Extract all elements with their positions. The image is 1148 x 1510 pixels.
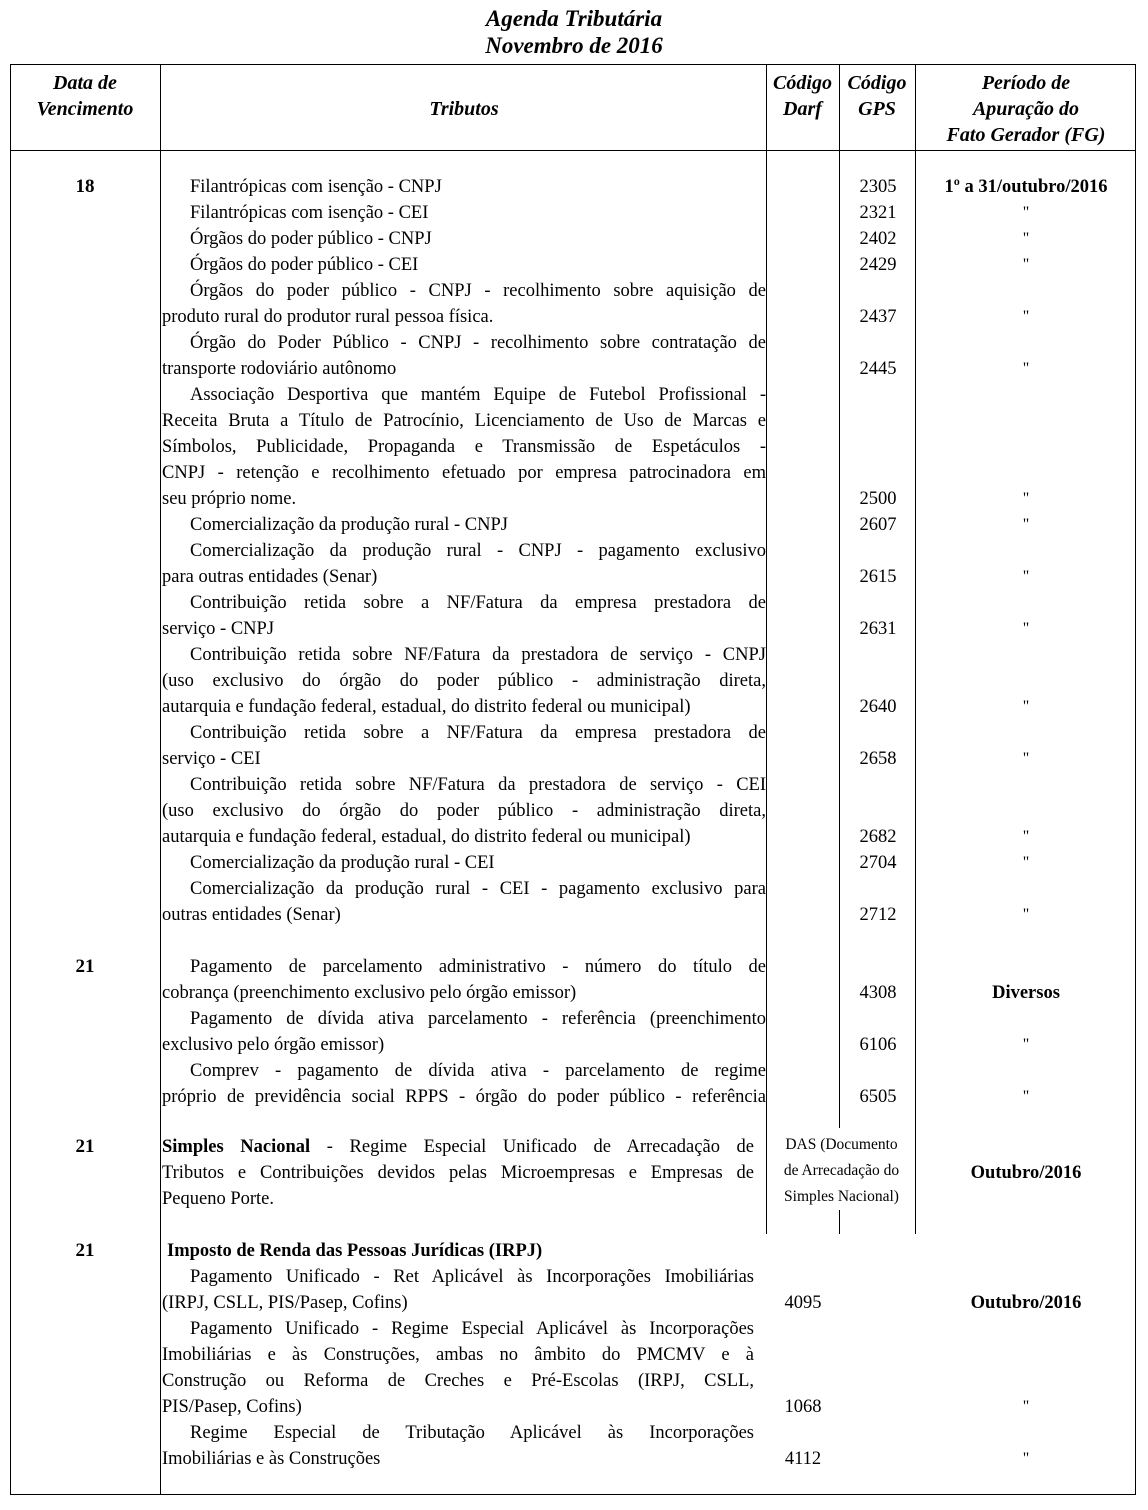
simples-text: - Regime Especial Unificado de Arrecadação de (310, 1137, 754, 1157)
irpj-heading: Imposto de Renda das Pessoas Jurídicas (IRPJ) (167, 1241, 543, 1261)
tributo-line: autarquia e fundação federal, estadual, do distrito federal ou municipal) (162, 697, 691, 717)
gps-code: 2437 (859, 307, 897, 327)
ditto-mark: " (1022, 516, 1030, 533)
gps-code: 2658 (859, 749, 897, 769)
tributo-line: Pagamento de parcelamento administrativo - número do título de (190, 957, 766, 977)
tributo-line: Comercialização da produção rural - CEI (190, 853, 495, 873)
header-periodo (916, 70, 1136, 148)
tributo-line: Associação Desportiva que mantém Equipe de Futebol Profissional - (190, 385, 766, 405)
tributo-line: (uso exclusivo do órgão do poder público - administração direta, (162, 801, 766, 821)
ditto-mark: " (1022, 308, 1030, 325)
tributo-line: Comercialização da produção rural - CNPJ - pagamento exclusivo (190, 541, 766, 561)
header-darf-line1: Código (773, 72, 832, 94)
gps-code: 2500 (859, 489, 897, 509)
tributo-line: Pagamento de dívida ativa parcelamento - referência (preenchimento (190, 1009, 766, 1029)
tributo-line: Contribuição retida sobre a NF/Fatura da empresa prestadora de (190, 593, 766, 613)
header-data-line1: Data de (53, 72, 117, 94)
ditto-mark: " (1022, 1088, 1030, 1105)
tributo-line: exclusivo pelo órgão emissor) (162, 1035, 385, 1055)
tributo-line: Filantrópicas com isenção - CEI (190, 203, 429, 223)
tributo-entry (162, 642, 766, 720)
header-gps (839, 70, 915, 122)
tributo-line: Imobiliárias e às Construções (162, 1449, 381, 1469)
gps-code: 2607 (859, 515, 897, 535)
col-divider-darf-das (839, 1210, 840, 1234)
gps-code: 2615 (859, 567, 897, 587)
tributo-entry (162, 382, 766, 512)
tributo-entry (162, 538, 766, 590)
tributo-line: Contribuição retida sobre a NF/Fatura da empresa prestadora de (190, 723, 766, 743)
das-line: Simples Nacional) (784, 1188, 899, 1205)
gps-code: 6505 (859, 1087, 897, 1107)
ditto-mark: " (1022, 854, 1030, 871)
header-data (10, 70, 160, 122)
ditto-mark: " (1022, 490, 1030, 507)
header-tributos: Tributos (429, 98, 499, 120)
ditto-mark: " (1022, 906, 1030, 923)
tributo-line: Filantrópicas com isenção - CNPJ (190, 177, 442, 197)
tributo-line (162, 1134, 754, 1160)
tributo-entry (162, 876, 766, 928)
ditto-mark: " (1022, 1398, 1030, 1415)
tributo-line: Órgãos do poder público - CEI (190, 255, 419, 275)
tributo-line: (IRPJ, CSLL, PIS/Pasep, Cofins) (162, 1293, 408, 1313)
gps-code: 2682 (859, 827, 897, 847)
gps-code: 4308 (859, 983, 897, 1003)
tributo-line: Pequeno Porte. (162, 1189, 275, 1209)
ditto-mark: " (1022, 620, 1030, 637)
tributo-entry (162, 954, 766, 1006)
gps-code: 2429 (859, 255, 897, 275)
gps-code: 2445 (859, 359, 897, 379)
darf-code: 1068 (784, 1397, 822, 1417)
tributo-line: serviço - CNPJ (162, 619, 275, 639)
tributo-line: Comercialização da produção rural - CEI - pagamento exclusivo para (190, 879, 766, 899)
tributo-line: Órgãos do poder público - CNPJ (190, 229, 432, 249)
tributo-entry (162, 590, 766, 642)
gps-code: 2305 (859, 177, 897, 197)
ditto-mark: " (1022, 1450, 1030, 1467)
page-subtitle: Novembro de 2016 (485, 33, 663, 58)
tributo-line: Contribuição retida sobre NF/Fatura da prestadora de serviço - CNPJ (190, 645, 766, 665)
tributo-line: Comercialização da produção rural - CNPJ (190, 515, 508, 535)
tributo-line: Tributos e Contribuições devidos pelas Microempresas e Empresas de (162, 1163, 754, 1183)
gps-code: 2402 (859, 229, 897, 249)
tributo-line: Contribuição retida sobre NF/Fatura da prestadora de serviço - CEI (190, 775, 766, 795)
tributo-line: Símbolos, Publicidade, Propaganda e Transmissão de Espetáculos - (162, 437, 766, 457)
tributo-line: Pagamento Unificado - Ret Aplicável às Incorporações Imobiliárias (190, 1267, 754, 1287)
periodo-value: Outubro/2016 (970, 1163, 1082, 1183)
tributo-line: Regime Especial de Tributação Aplicável às Incorporações (190, 1423, 754, 1443)
tributo-line: próprio de previdência social RPPS - órgão do poder público - referência (162, 1087, 766, 1107)
tributo-entry (162, 1058, 766, 1110)
tributo-line: para outras entidades (Senar) (162, 567, 378, 587)
header-darf (766, 70, 839, 122)
header-periodo-line1: Período de (981, 72, 1071, 94)
periodo-value: Diversos (992, 983, 1060, 1003)
header-periodo-line3: Fato Gerador (FG) (946, 124, 1106, 146)
tributo-entry (162, 330, 766, 382)
darf-code: 4095 (784, 1293, 822, 1313)
gps-code: 2321 (859, 203, 897, 223)
header-divider (10, 150, 1136, 151)
tributo-entry (162, 772, 766, 850)
tributo-line: Pagamento Unificado - Regime Especial Aplicável às Incorporações (190, 1319, 754, 1339)
simples-entry (162, 1134, 754, 1212)
ditto-mark: " (1022, 828, 1030, 845)
tributo-line: outras entidades (Senar) (162, 905, 341, 925)
ditto-mark: " (1022, 750, 1030, 767)
simples-label: Simples Nacional (162, 1137, 311, 1157)
header-gps-line1: Código (847, 72, 907, 94)
gps-code: 6106 (859, 1035, 897, 1055)
ditto-mark: " (1022, 360, 1030, 377)
tributo-line: CNPJ - retenção e recolhimento efetuado por empresa patrocinadora em (162, 463, 766, 483)
tributo-entry (162, 278, 766, 330)
tributo-line: cobrança (preenchimento exclusivo pelo órgão emissor) (162, 983, 577, 1003)
tributo-line: Órgãos do poder público - CNPJ - recolhimento sobre aquisição de (190, 281, 766, 301)
periodo-value: 1º a 31/outubro/2016 (944, 177, 1108, 197)
ditto-mark: " (1022, 1036, 1030, 1053)
das-line: DAS (Documento (785, 1136, 898, 1153)
darf-code: 4112 (784, 1449, 822, 1469)
tributo-line: autarquia e fundação federal, estadual, do distrito federal ou municipal) (162, 827, 691, 847)
tributo-line: Receita Bruta a Título de Patrocínio, Licenciamento de Uso de Marcas e (162, 411, 766, 431)
tributo-line: PIS/Pasep, Cofins) (162, 1397, 302, 1417)
tributo-line: Imobiliárias e às Construções, ambas no âmbito do PMCMV e à (162, 1345, 754, 1365)
due-date: 21 (75, 956, 95, 977)
col-divider-tributos (766, 64, 767, 1234)
header-periodo-line2: Apuração do (972, 98, 1080, 120)
due-date: 18 (75, 176, 95, 197)
due-date: 21 (75, 1240, 95, 1261)
periodo-value: Outubro/2016 (970, 1293, 1082, 1313)
irpj-entry (162, 1238, 754, 1472)
header-data-line2: Vencimento (36, 98, 134, 120)
tributo-entry (162, 720, 766, 772)
ditto-mark: " (1022, 204, 1030, 221)
col-divider-date (160, 64, 161, 1495)
ditto-mark: " (1022, 256, 1030, 273)
das-code (767, 1132, 916, 1210)
gps-code: 2631 (859, 619, 897, 639)
tributo-line: seu próprio nome. (162, 489, 297, 509)
tributo-line: transporte rodoviário autônomo (162, 359, 397, 379)
ditto-mark: " (1022, 698, 1030, 715)
header-gps-line2: GPS (858, 98, 896, 120)
ditto-mark: " (1022, 230, 1030, 247)
due-date: 21 (75, 1136, 95, 1157)
tributo-line: (uso exclusivo do órgão do poder público - administração direta, (162, 671, 766, 691)
tributo-line: Órgão do Poder Público - CNPJ - recolhimento sobre contratação de (190, 333, 766, 353)
das-line: de Arrecadação do (783, 1162, 900, 1179)
gps-code: 2712 (859, 905, 897, 925)
gps-code: 2704 (859, 853, 897, 873)
tributo-line: produto rural do produtor rural pessoa física. (162, 307, 494, 327)
tributo-line: Comprev - pagamento de dívida ativa - parcelamento de regime (190, 1061, 766, 1081)
gps-code: 2640 (859, 697, 897, 717)
page-title: Agenda Tributária (485, 6, 663, 31)
ditto-mark: " (1022, 568, 1030, 585)
tributo-line: serviço - CEI (162, 749, 261, 769)
header-darf-line2: Darf (783, 98, 822, 120)
tributo-entry (162, 1006, 766, 1058)
tributo-line: Construção ou Reforma de Creches e Pré-Escolas (IRPJ, CSLL, (162, 1371, 754, 1391)
